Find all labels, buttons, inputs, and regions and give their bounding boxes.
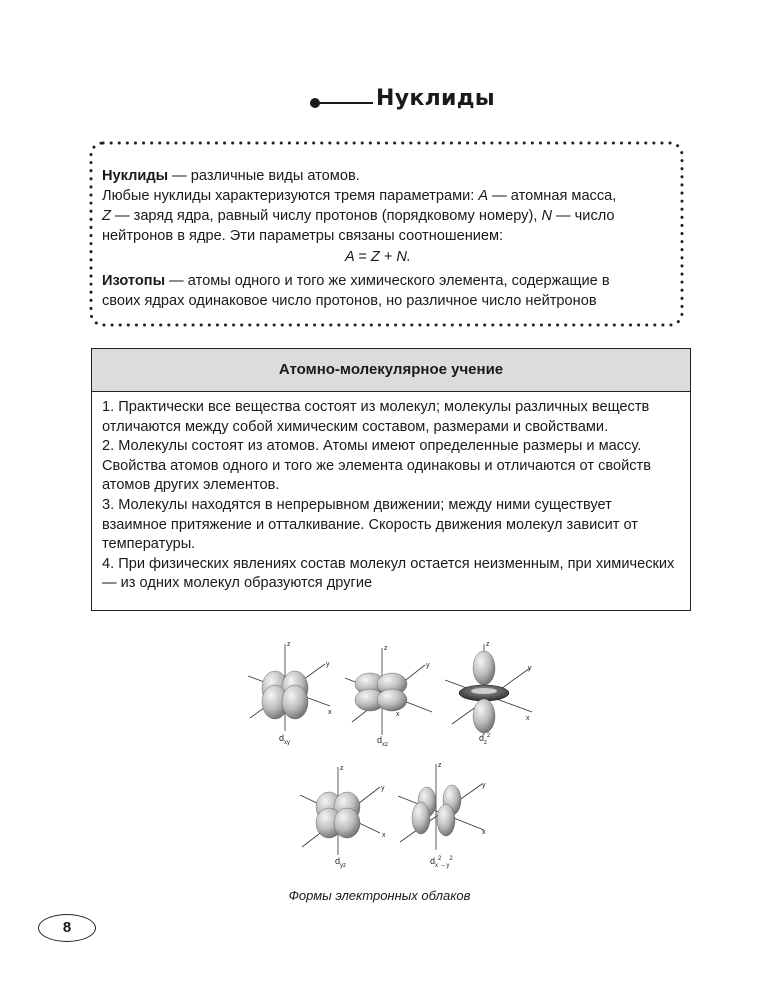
axis-label-x: x [328,709,332,716]
teaching-item: 3. Молекулы находятся в непрерывном движении; между ними существует взаимное притяжение и отталкивание. Скорость движения молекул зависит от температуры. [102,496,638,553]
page-title: Нуклиды [376,86,495,111]
symbol-N: N [541,208,552,224]
axis-label-x: x [396,711,400,718]
axis-label-z: z [287,641,291,648]
params-text-2: — атомная масса, [488,188,617,204]
nuclides-definition: — различные виды атомов. [168,168,360,184]
formula-text: A = Z + N. [345,249,411,265]
axis-label-y: y [326,661,330,668]
orbital-label-dxy: $d_{xy}$ [279,733,291,746]
title-bullet-line [318,102,373,104]
axis-label-x: x [382,832,386,839]
orbital-dxz [340,640,440,750]
axis-label-y: y [426,662,430,669]
definitions-box [88,140,685,328]
teaching-item: 1. Практически все вещества состоят из молекул; молекулы различных веществ отличаются между собой химическим составом, размерами и свойствами. [102,399,650,435]
charge-text: — заряд ядра, равный числу протонов (порядковому номеру), [110,208,542,224]
atomic-teaching-list [92,392,690,594]
orbital-label-dyz: $d_{yz}$ [335,856,347,869]
orbital-dx2-y2 [394,762,499,862]
atomic-teaching-box [91,348,691,611]
isotopes-line [102,271,682,311]
isotopes-term: Изотопы [102,273,166,289]
axis-label-y: y [528,665,532,672]
axis-label-z: z [384,645,388,652]
formula [102,247,682,267]
figure-caption: Формы электронных облаков [288,888,471,903]
params-line [102,186,682,206]
page-number: 8 [38,914,96,942]
params-text-1: Любые нуклиды характеризуются тремя параметрами: [102,188,479,204]
symbol-Z: Z [102,208,111,224]
orbital-dyz [292,765,392,865]
axis-label-y: y [482,782,486,789]
axis-label-z: z [340,765,344,772]
definitions-text [102,166,682,311]
symbol-A: A [478,188,489,204]
axis-label-z: z [438,762,442,769]
axis-label-x: x [526,715,530,722]
teaching-item: 4. При физических явлениях состав молекул остается неизменным, при химических — из одних молекул образуются другие [102,555,675,592]
orbital-label-dxz: $d_{xz}$ [377,735,389,748]
charge-text-2: — число [551,208,615,224]
neutrons-line: нейтронов в ядре. Эти параметры связаны соотношением: [102,228,504,244]
axis-label-y: y [381,785,385,792]
teaching-item: 2. Молекулы состоят из атомов. Атомы имеют определенные размеры и массу. Свойства атомов одного и того же элемента одинаковы и отличаются от свойств атомов других элементов. [102,438,651,494]
orbital-label-dz2: $d_z^2$ [479,733,491,746]
orbital-label-dx2-y2: $d_x^2_{- y}^2$ [430,856,453,869]
orbital-dz2 [440,640,550,750]
isotopes-definition: — атомы одного и того же химического элемента, содержащие в своих ядрах одинаковое число протонов, но различное число нейтронов [102,273,610,309]
axis-label-z: z [486,641,490,648]
atomic-teaching-header: Атомно-молекулярное учение [92,349,690,392]
nuclides-term: Нуклиды [102,168,169,184]
page-title-block [310,86,510,120]
nuclides-line [102,166,682,186]
axis-label-x: x [482,829,486,836]
orbital-dxy [240,636,340,748]
charge-line [102,206,682,226]
